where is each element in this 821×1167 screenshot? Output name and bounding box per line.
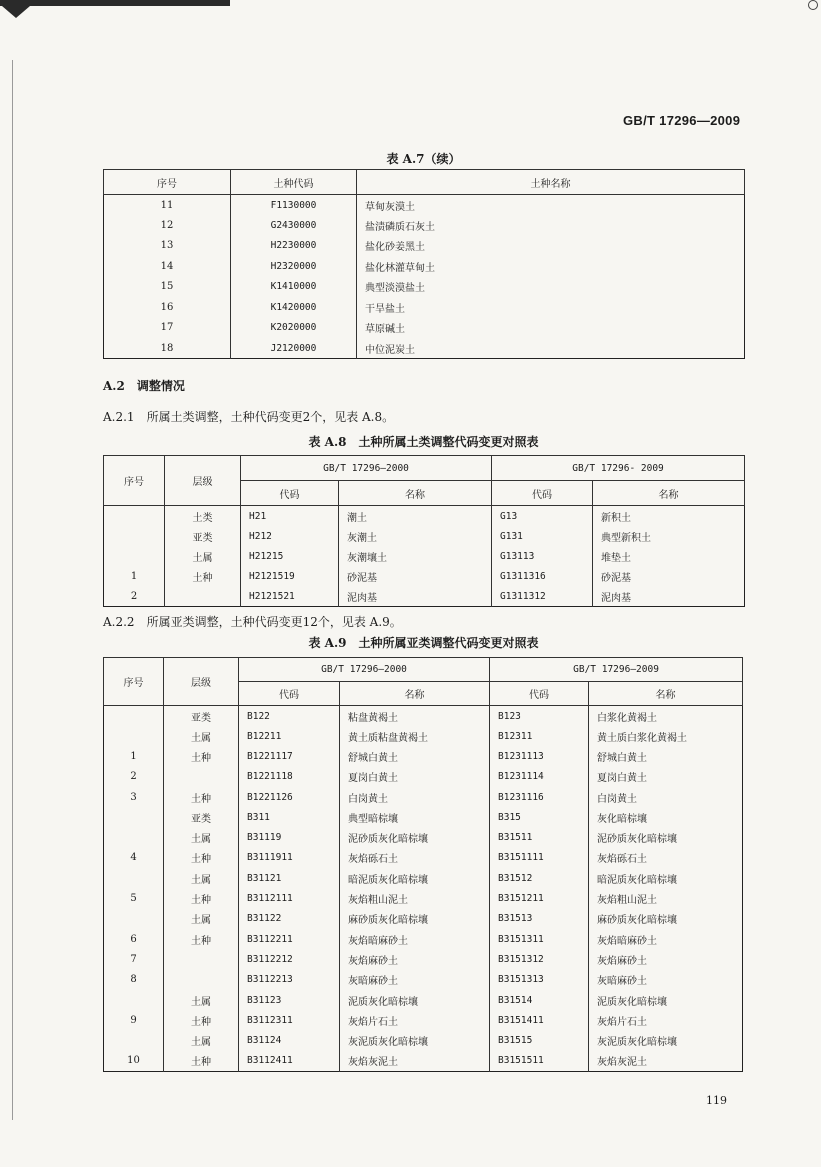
old-name-cell: 粘盘黄褐土: [340, 706, 490, 727]
new-code-cell: B3151311: [490, 929, 589, 949]
level-cell: 土属: [165, 546, 241, 566]
seq-cell: 4: [130, 852, 137, 864]
old-name-cell: 灰焰暗麻砂土: [340, 929, 490, 949]
table-a9: [103, 657, 743, 1072]
new-name-cell: 暗泥质灰化暗棕壤: [589, 868, 743, 888]
table-row: [104, 195, 745, 216]
level-cell: 土属: [164, 909, 239, 929]
old-code-cell: B3112411: [239, 1051, 340, 1072]
soil-name-cell: 盐化砂姜黑土: [357, 236, 745, 257]
old-name-cell: 舒城白黄土: [340, 746, 490, 766]
table-row: [104, 338, 745, 359]
section-a22-text: A.2.2 所属亚类调整，土种代码变更12个，见表 A.9。: [103, 615, 402, 629]
seq-cell: 14: [160, 260, 174, 272]
old-code-cell: B1221118: [239, 767, 340, 787]
old-name-cell: 黄土质粘盘黄褐土: [340, 726, 490, 746]
col-header-gb2009: GB/T 17296- 2009: [492, 456, 745, 481]
col-header-gb2000: GB/T 17296—2000: [239, 658, 490, 682]
seq-cell: [104, 706, 164, 727]
old-code-cell: B31121: [239, 868, 340, 888]
old-code-cell: B31124: [239, 1030, 340, 1050]
seq-cell: 18: [160, 342, 174, 354]
soil-name-cell: 草原碱土: [357, 318, 745, 339]
new-name-cell: 灰焰灰泥土: [589, 1051, 743, 1072]
col-header-seq: 序号: [104, 456, 165, 506]
old-code-cell: B3112213: [239, 970, 340, 990]
table-row: [104, 297, 745, 318]
new-name-cell: 黄土质白浆化黄褐土: [589, 726, 743, 746]
table-row: [104, 236, 745, 257]
col-header-old-name: 名称: [340, 682, 490, 706]
new-code-cell: B1231116: [490, 787, 589, 807]
level-cell: 土属: [164, 868, 239, 888]
table-a8-caption: 表 A.8 土种所属土类调整代码变更对照表: [308, 435, 539, 449]
level-cell: 土种: [165, 566, 241, 586]
level-cell: 土种: [164, 929, 239, 949]
table-row: [104, 706, 743, 727]
table-row: [104, 848, 743, 868]
old-code-cell: H2121521: [241, 586, 339, 607]
table-a8: [103, 455, 745, 607]
level-cell: 土属: [164, 990, 239, 1010]
table-row: [104, 767, 743, 787]
col-header-level: 层级: [165, 456, 241, 506]
old-code-cell: H2121519: [241, 566, 339, 586]
section-a21-text: A.2.1 所属土类调整，土种代码变更2个，见表 A.8。: [103, 410, 395, 424]
new-name-cell: 夏岗白黄土: [589, 767, 743, 787]
new-code-cell: B31512: [490, 868, 589, 888]
seq-cell: 10: [127, 1055, 140, 1067]
soil-name-cell: 中位泥炭土: [357, 338, 745, 359]
soil-name-cell: 草甸灰漠土: [357, 195, 745, 216]
old-code-cell: B3112211: [239, 929, 340, 949]
table-row: [104, 1010, 743, 1030]
seq-cell: 16: [160, 301, 174, 313]
new-code-cell: G131: [492, 526, 593, 546]
soil-name-cell: 盐化林灌草甸土: [357, 256, 745, 277]
old-name-cell: 灰潮土: [339, 526, 492, 546]
col-header-new-code: 代码: [490, 682, 589, 706]
new-code-cell: B31511: [490, 827, 589, 847]
old-name-cell: 麻砂质灰化暗棕壤: [340, 909, 490, 929]
table-row: [104, 888, 743, 908]
table-a7-caption: 表 A.7（续）: [386, 152, 461, 166]
new-code-cell: B3151511: [490, 1051, 589, 1072]
new-code-cell: B31514: [490, 990, 589, 1010]
new-name-cell: 麻砂质灰化暗棕壤: [589, 909, 743, 929]
level-cell: [165, 586, 241, 607]
new-name-cell: 新积土: [593, 506, 745, 527]
old-code-cell: B3111911: [239, 848, 340, 868]
seq-cell: [104, 909, 164, 929]
new-code-cell: B3151313: [490, 970, 589, 990]
scan-corner-mark: [2, 6, 30, 18]
new-code-cell: B3151111: [490, 848, 589, 868]
new-name-cell: 泥肉基: [593, 586, 745, 607]
soil-code-cell: H2320000: [231, 256, 357, 277]
table-row: [104, 277, 745, 298]
old-code-cell: B122: [239, 706, 340, 727]
old-code-cell: B31119: [239, 827, 340, 847]
level-cell: 亚类: [165, 526, 241, 546]
seq-cell: 12: [160, 219, 174, 231]
table-row: [104, 1051, 743, 1072]
table-row: [104, 726, 743, 746]
level-cell: 土种: [164, 1051, 239, 1072]
seq-cell: [104, 827, 164, 847]
table-row: [104, 215, 745, 236]
old-code-cell: B31123: [239, 990, 340, 1010]
new-name-cell: 砂泥基: [593, 566, 745, 586]
old-name-cell: 灰暗麻砂土: [340, 970, 490, 990]
level-cell: 土属: [164, 1030, 239, 1050]
new-code-cell: B1231114: [490, 767, 589, 787]
old-name-cell: 砂泥基: [339, 566, 492, 586]
new-code-cell: B315: [490, 807, 589, 827]
new-name-cell: 灰焰粗山泥土: [589, 888, 743, 908]
table-row: [104, 990, 743, 1010]
new-code-cell: B123: [490, 706, 589, 727]
table-row: [104, 827, 743, 847]
old-name-cell: 灰泥质灰化暗棕壤: [340, 1030, 490, 1050]
table-row: [104, 949, 743, 969]
seq-cell: 17: [160, 322, 174, 334]
seq-cell: [104, 726, 164, 746]
col-header-new-name: 名称: [593, 481, 745, 506]
level-cell: 土属: [164, 827, 239, 847]
seq-cell: [104, 868, 164, 888]
old-name-cell: 白岗黄土: [340, 787, 490, 807]
seq-cell: 13: [160, 240, 174, 252]
col-header-seq: 序号: [104, 170, 231, 195]
table-row: [104, 807, 743, 827]
level-cell: 土种: [164, 1010, 239, 1030]
old-name-cell: 暗泥质灰化暗棕壤: [340, 868, 490, 888]
table-a9-caption: 表 A.9 土种所属亚类调整代码变更对照表: [308, 636, 539, 650]
section-a2-title: A.2 调整情况: [103, 379, 185, 393]
table-row: [104, 746, 743, 766]
new-name-cell: 舒城白黄土: [589, 746, 743, 766]
seq-cell: [104, 990, 164, 1010]
new-name-cell: 灰焰片石土: [589, 1010, 743, 1030]
new-code-cell: B12311: [490, 726, 589, 746]
new-name-cell: 灰泥质灰化暗棕壤: [589, 1030, 743, 1050]
col-header-gb2000: GB/T 17296—2000: [241, 456, 492, 481]
soil-code-cell: G2430000: [231, 215, 357, 236]
table-row: [104, 1030, 743, 1050]
soil-name-cell: 干旱盐土: [357, 297, 745, 318]
old-name-cell: 泥砂质灰化暗棕壤: [340, 827, 490, 847]
soil-code-cell: H2230000: [231, 236, 357, 257]
level-cell: 土属: [164, 726, 239, 746]
old-code-cell: H21215: [241, 546, 339, 566]
new-name-cell: 灰化暗棕壤: [589, 807, 743, 827]
soil-code-cell: J2120000: [231, 338, 357, 359]
col-header-level: 层级: [164, 658, 239, 706]
seq-cell: [104, 526, 165, 546]
seq-cell: [104, 506, 165, 527]
old-name-cell: 典型暗棕壤: [340, 807, 490, 827]
level-cell: 亚类: [164, 807, 239, 827]
soil-name-cell: 典型淡漠盐土: [357, 277, 745, 298]
seq-cell: 7: [130, 953, 137, 965]
level-cell: [164, 767, 239, 787]
col-header-old-code: 代码: [241, 481, 339, 506]
new-name-cell: 泥质灰化暗棕壤: [589, 990, 743, 1010]
soil-code-cell: F1130000: [231, 195, 357, 216]
old-name-cell: 泥质灰化暗棕壤: [340, 990, 490, 1010]
new-name-cell: 灰焰砾石土: [589, 848, 743, 868]
seq-cell: 6: [130, 933, 137, 945]
old-name-cell: 灰潮壤土: [339, 546, 492, 566]
old-name-cell: 灰焰灰泥土: [340, 1051, 490, 1072]
new-code-cell: G13: [492, 506, 593, 527]
seq-cell: 9: [130, 1014, 137, 1026]
old-name-cell: 夏岗白黄土: [340, 767, 490, 787]
old-code-cell: B3112111: [239, 888, 340, 908]
old-code-cell: B31122: [239, 909, 340, 929]
table-row: [104, 868, 743, 888]
level-cell: 土类: [165, 506, 241, 527]
col-header-old-code: 代码: [239, 682, 340, 706]
level-cell: 土种: [164, 888, 239, 908]
old-code-cell: B3112311: [239, 1010, 340, 1030]
old-code-cell: B12211: [239, 726, 340, 746]
new-code-cell: B3151312: [490, 949, 589, 969]
seq-cell: 15: [160, 281, 174, 293]
new-code-cell: B3151411: [490, 1010, 589, 1030]
old-code-cell: B311: [239, 807, 340, 827]
old-name-cell: 灰焰片石土: [340, 1010, 490, 1030]
new-code-cell: B31515: [490, 1030, 589, 1050]
old-code-cell: B1221126: [239, 787, 340, 807]
table-row: [104, 970, 743, 990]
seq-cell: [104, 807, 164, 827]
standard-number: GB/T 17296—2009: [623, 113, 741, 128]
table-row: [104, 586, 745, 607]
table-row: [104, 566, 745, 586]
soil-code-cell: K1420000: [231, 297, 357, 318]
table-a7: [103, 169, 745, 359]
soil-code-cell: K1410000: [231, 277, 357, 298]
old-code-cell: B1221117: [239, 746, 340, 766]
col-header-code: 土种代码: [231, 170, 357, 195]
new-code-cell: G13113: [492, 546, 593, 566]
col-header-new-code: 代码: [492, 481, 593, 506]
new-code-cell: B31513: [490, 909, 589, 929]
seq-cell: [104, 546, 165, 566]
new-name-cell: 灰暗麻砂土: [589, 970, 743, 990]
scan-edge-top: [0, 0, 230, 6]
new-name-cell: 灰焰麻砂土: [589, 949, 743, 969]
old-name-cell: 泥肉基: [339, 586, 492, 607]
new-name-cell: 典型新积土: [593, 526, 745, 546]
new-code-cell: G1311312: [492, 586, 593, 607]
old-name-cell: 灰焰砾石土: [340, 848, 490, 868]
level-cell: 土种: [164, 787, 239, 807]
old-name-cell: 灰焰粗山泥土: [340, 888, 490, 908]
table-row: [104, 546, 745, 566]
level-cell: [164, 949, 239, 969]
table-row: [104, 526, 745, 546]
table-row: [104, 506, 745, 527]
new-name-cell: 灰焰暗麻砂土: [589, 929, 743, 949]
seq-cell: 1: [130, 570, 138, 582]
scan-edge-left: [12, 60, 13, 1120]
soil-code-cell: K2020000: [231, 318, 357, 339]
level-cell: [164, 970, 239, 990]
soil-name-cell: 盐渍磷质石灰土: [357, 215, 745, 236]
seq-cell: [104, 1030, 164, 1050]
new-code-cell: B1231113: [490, 746, 589, 766]
old-code-cell: H21: [241, 506, 339, 527]
seq-cell: 8: [130, 974, 137, 986]
table-row: [104, 929, 743, 949]
seq-cell: 11: [160, 199, 174, 211]
col-header-new-name: 名称: [589, 682, 743, 706]
level-cell: 亚类: [164, 706, 239, 727]
col-header-old-name: 名称: [339, 481, 492, 506]
seq-cell: 2: [130, 590, 138, 602]
table-row: [104, 256, 745, 277]
level-cell: 土种: [164, 746, 239, 766]
new-name-cell: 泥砂质灰化暗棕壤: [589, 827, 743, 847]
new-code-cell: G1311316: [492, 566, 593, 586]
seq-cell: 3: [130, 791, 137, 803]
seq-cell: 2: [130, 771, 137, 783]
table-row: [104, 318, 745, 339]
page-number: 119: [706, 1094, 727, 1107]
registration-mark: [808, 0, 818, 10]
new-name-cell: 堆垫土: [593, 546, 745, 566]
old-code-cell: B3112212: [239, 949, 340, 969]
level-cell: 土种: [164, 848, 239, 868]
seq-cell: 5: [130, 893, 137, 905]
table-row: [104, 909, 743, 929]
old-name-cell: 潮土: [339, 506, 492, 527]
old-name-cell: 灰焰麻砂土: [340, 949, 490, 969]
col-header-gb2009: GB/T 17296—2009: [490, 658, 743, 682]
col-header-name: 土种名称: [357, 170, 745, 195]
table-row: [104, 787, 743, 807]
col-header-seq: 序号: [104, 658, 164, 706]
old-code-cell: H212: [241, 526, 339, 546]
seq-cell: 1: [130, 750, 137, 762]
new-name-cell: 白浆化黄褐土: [589, 706, 743, 727]
new-name-cell: 白岗黄土: [589, 787, 743, 807]
new-code-cell: B3151211: [490, 888, 589, 908]
